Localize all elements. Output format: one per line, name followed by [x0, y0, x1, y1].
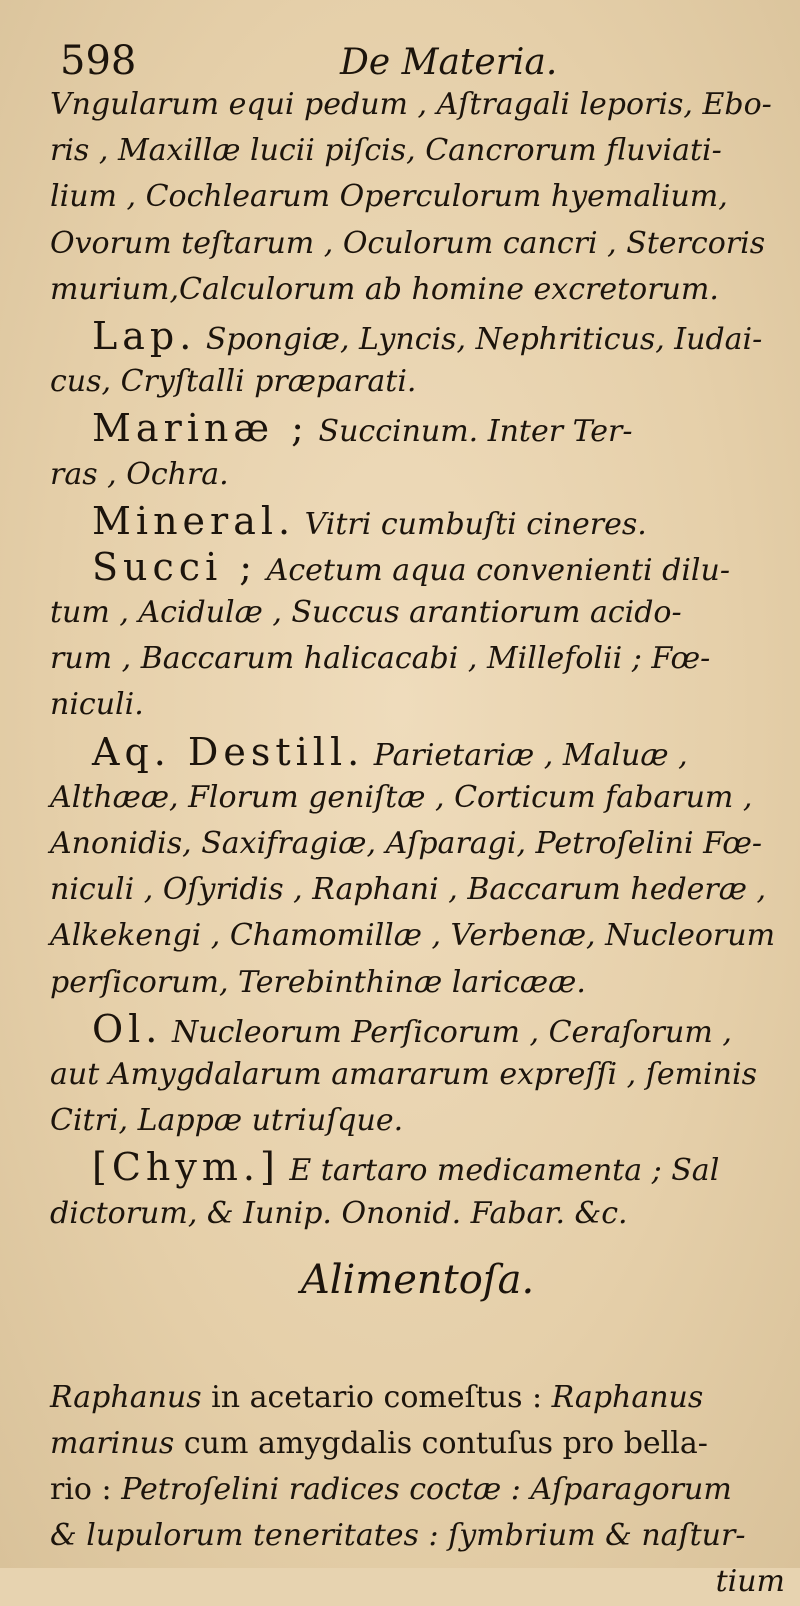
section-text: Succinum. Inter Ter- [318, 414, 633, 450]
text-line: ris , Maxillæ lucii piſcis, Cancrorum fluviati- [50, 133, 722, 169]
text-line [50, 1375, 785, 1421]
text-line: lium , Cochlearum Operculorum hyemalium, [50, 179, 728, 215]
text-line: ras , Ochra. [50, 456, 229, 492]
text-line: tum , Acidulæ , Succus arantiorum acido- [50, 595, 682, 631]
catchword: tium [715, 1564, 785, 1600]
text-line: aut Amygdalarum amararum expreſſi , ſeminis [50, 1056, 757, 1092]
section-ol [50, 1006, 785, 1052]
text-italic: & lupulorum teneritates : ſymbrium & naſtur- [50, 1518, 746, 1554]
text-line: Althææ, Florum geniſtæ , Corticum fabarum , [50, 779, 753, 815]
section-aq-destill [50, 729, 785, 775]
text-line: dictorum, & Iunip. Ononid. Fabar. &c. [50, 1195, 628, 1231]
text-line: niculi. [50, 687, 144, 723]
section-label: [Chym.] [92, 1145, 280, 1190]
text-line: perſicorum, Terebinthinæ laricææ. [50, 964, 586, 1000]
text-italic: marinus [50, 1425, 175, 1461]
section-lap [50, 313, 785, 359]
section-label: Ol. [92, 1006, 163, 1051]
text-line: rum , Baccarum halicacabi , Millefolii ; Fœ- [50, 641, 711, 677]
section-text: Nucleorum Perſicorum , Ceraſorum , [171, 1014, 732, 1050]
section-text: Spongiæ, Lyncis, Nephriticus, Iudai- [205, 321, 763, 357]
text-line: Ovorum teſtarum , Oculorum cancri , Stercoris [50, 225, 766, 261]
section-text: Parietariæ , Maluæ , [373, 737, 688, 773]
section-mineral [50, 498, 785, 544]
section-label: Aq. Destill. [92, 729, 365, 774]
text-roman: rio : [50, 1472, 122, 1508]
text-line: Vngularum equi pedum , Aſtragali leporis, Ebo- [50, 87, 772, 122]
section-succi [50, 544, 785, 590]
page-number: 598 [60, 38, 137, 84]
text-italic: Petroſelini radices coctæ : Aſparagorum [121, 1472, 732, 1508]
section-label: Succi ; [92, 544, 258, 589]
text-line [50, 1513, 785, 1559]
text-roman: in acetario comeſtus : [201, 1379, 552, 1415]
running-title: De Materia. [340, 42, 558, 83]
section-label: Lap. [92, 313, 197, 358]
page-header [60, 38, 740, 88]
text-line: murium,Calculorum ab homine excretorum. [50, 271, 719, 307]
text-line: niculi , Oſyridis , Raphani , Baccarum hederæ , [50, 872, 767, 908]
section-marinae [50, 405, 785, 451]
text-roman: cum amygdalis contuſus pro bella- [174, 1425, 708, 1461]
text-italic: Raphanus [50, 1379, 202, 1415]
section-text: Vitri cumbuſti cineres. [304, 506, 647, 542]
text-line: Anonidis, Saxifragiæ, Aſparagi, Petroſelini Fœ- [50, 826, 763, 861]
section-label: Marinæ ; [92, 406, 309, 451]
text-line [50, 1467, 785, 1513]
section-text: Acetum aqua convenienti dilu- [266, 552, 730, 588]
text-line: Alkekengi , Chamomillæ , Verbenæ, Nucleorum [50, 918, 776, 954]
section-chym [50, 1144, 785, 1190]
text-italic: Raphanus [551, 1379, 704, 1415]
section-label: Mineral. [92, 498, 296, 543]
text-line: Citri, Lappæ utriuſque. [50, 1103, 404, 1139]
section-text: E tartaro medicamenta ; Sal [289, 1153, 720, 1189]
text-line [50, 1421, 785, 1467]
section-heading: Alimentoſa. [300, 1256, 535, 1303]
page-body [50, 82, 785, 1606]
text-line: cus, Cryſtalli præparati. [50, 364, 417, 400]
